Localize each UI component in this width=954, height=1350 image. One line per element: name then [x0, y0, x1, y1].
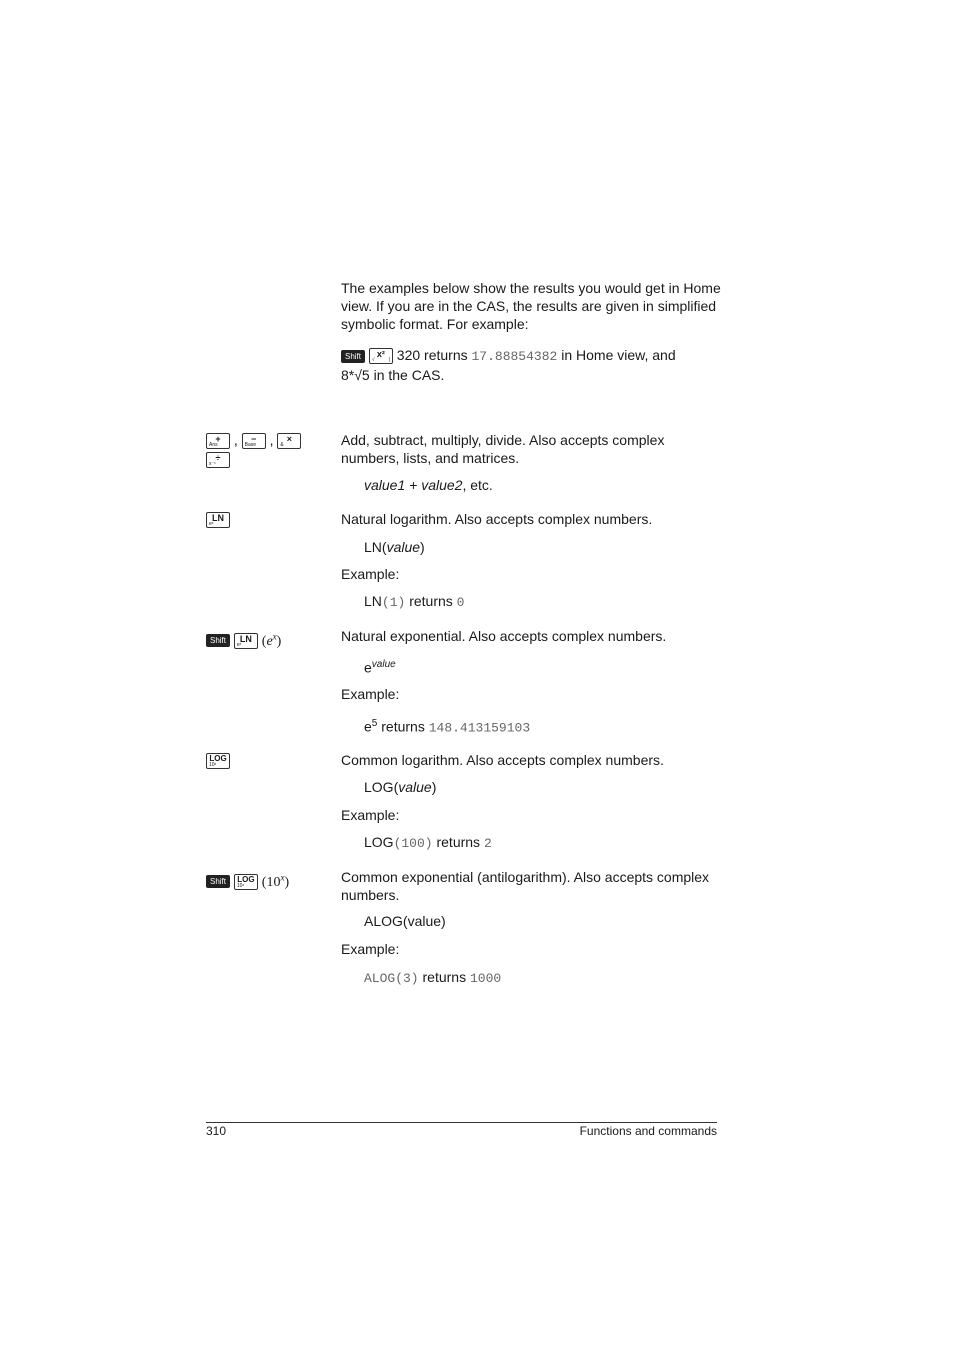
log-key-row	[206, 751, 230, 769]
minus-key-icon: − Base	[242, 433, 266, 449]
log-example: LOG(100) returns 2	[364, 834, 492, 851]
ln-example-label: Example:	[341, 566, 400, 582]
footer-section-title: Functions and commands	[579, 1124, 717, 1138]
exp-key-row	[206, 627, 281, 651]
intro-example	[341, 346, 721, 384]
alog-example-label: Example:	[341, 941, 400, 957]
shift-key-icon: Shift	[341, 350, 365, 363]
exp-syntax: $e^{value}$	[364, 659, 396, 676]
ln-syntax: LN(value)	[364, 539, 425, 555]
ln-key-icon: LN eˣ	[206, 512, 230, 528]
divide-key-icon: ÷ x⁻¹	[206, 452, 230, 468]
divide-key-row	[206, 450, 230, 468]
alog-example: ALOG(3) returns 1000	[364, 969, 502, 986]
ln-description: Natural logarithm. Also accepts complex numbers.	[341, 511, 653, 527]
log-key-icon: LOG 10ˣ	[206, 753, 230, 769]
exp-example-label: Example:	[341, 686, 400, 702]
plus-key-icon: + Ans	[206, 433, 230, 449]
ln-key-row	[206, 510, 230, 528]
comma: ,	[233, 432, 238, 448]
intro-example-line2: 8*√5 in the CAS.	[341, 367, 445, 383]
ln-example: LN(1) returns 0	[364, 593, 465, 610]
footer-rule	[206, 1122, 717, 1123]
arith-syntax: value1 + value2, etc.	[364, 477, 493, 493]
arith-description: Add, subtract, multiply, divide. Also accepts complex numbers, lists, and matrices.	[341, 432, 665, 466]
alog-description: Common exponential (antilogarithm). Also accepts complex numbers.	[341, 869, 710, 903]
comma: ,	[269, 432, 274, 448]
intro-example-result: 17.88854382	[471, 349, 558, 364]
intro-example-tail: in Home view, and	[561, 347, 676, 363]
log-key-icon: LOG 10ˣ	[234, 874, 258, 890]
intro-example-input: 320 returns	[396, 347, 468, 363]
alog-key-label: (10$^x$)	[261, 872, 290, 890]
shift-key-icon: Shift	[206, 634, 230, 647]
times-key-icon: × &	[277, 433, 301, 449]
exp-example: $e^5$ returns 148.413159103	[364, 718, 531, 736]
arith-keys	[206, 431, 301, 449]
page-number: 310	[206, 1124, 227, 1138]
ln-key-icon: LN eˣ	[234, 633, 258, 649]
alog-syntax: ALOG(value)	[364, 913, 446, 929]
intro-paragraph: The examples below show the results you would get in Home view. If you are in the CAS, the results are given in simplified symbolic format. For example:	[341, 280, 721, 332]
alog-key-row	[206, 868, 289, 892]
shift-key-icon: Shift	[206, 875, 230, 888]
log-syntax: LOG(value)	[364, 779, 437, 795]
log-description: Common logarithm. Also accepts complex numbers.	[341, 752, 664, 768]
log-example-label: Example:	[341, 807, 400, 823]
exp-description: Natural exponential. Also accepts complex numbers.	[341, 628, 667, 644]
x-squared-key-icon: x² √ |	[369, 348, 393, 364]
exp-key-label: $(e^x)$	[261, 631, 282, 649]
